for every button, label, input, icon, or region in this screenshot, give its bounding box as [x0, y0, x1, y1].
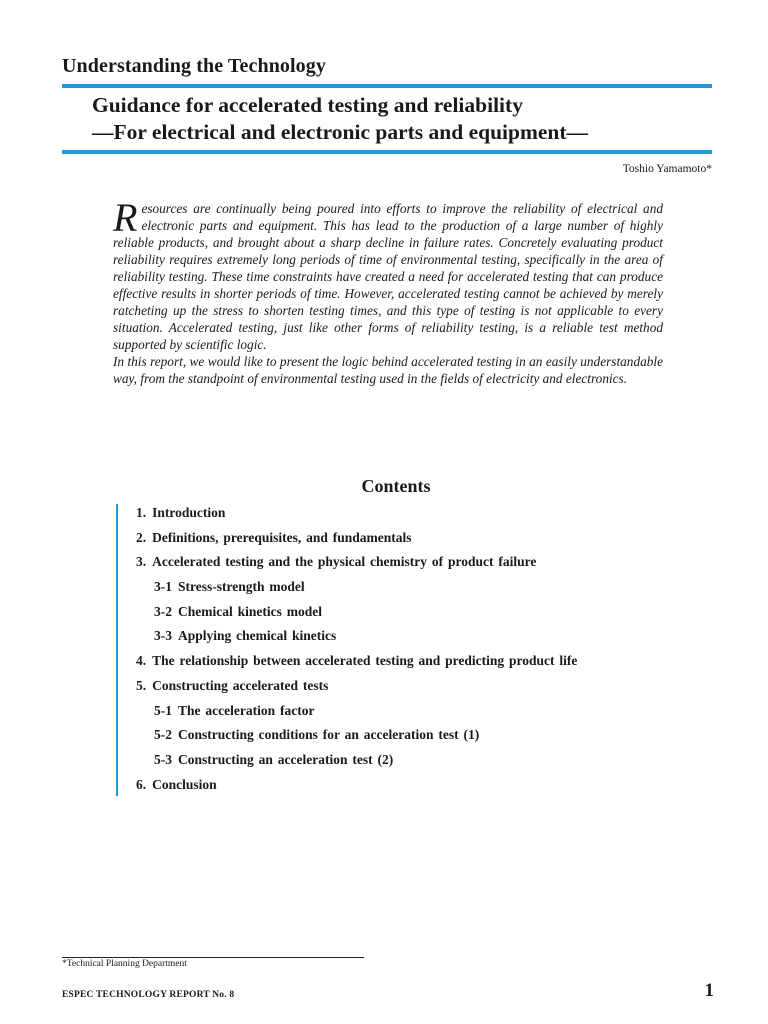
contents-item-number: 2.: [136, 529, 147, 545]
page-number: 1: [704, 980, 714, 1001]
author-name: Toshio Yamamoto*: [622, 163, 712, 175]
contents-item-number: 3.: [136, 554, 147, 570]
report-name: ESPEC TECHNOLOGY REPORT No. 8: [62, 990, 235, 1000]
contents-list: [136, 503, 577, 799]
contents-item-number: 1.: [136, 505, 147, 520]
contents-item-label: Applying chemical kinetics: [178, 628, 337, 644]
contents-item-label: Definitions, prerequisites, and fundamentals: [152, 529, 412, 545]
abstract-paragraph-2: In this report, we would like to present the logic behind accelerated testing in an easily understandable way, from the standpoint of environmental testing used in the fields of electricity and electronics.: [113, 354, 663, 386]
title-line-1: Guidance for accelerated testing and reliability: [92, 93, 523, 117]
contents-item-label: The relationship between accelerated testing and predicting product life: [152, 653, 578, 669]
contents-item: [136, 552, 577, 577]
contents-item-label: Introduction: [152, 505, 226, 520]
contents-item-label: Constructing an acceleration test (2): [178, 751, 394, 767]
contents-item-number: 5-3: [154, 751, 172, 767]
contents-item: [136, 775, 577, 800]
title-bottom-rule: [62, 150, 712, 154]
abstract: [113, 195, 663, 387]
contents-item-label: Constructing accelerated tests: [152, 677, 329, 693]
contents-heading: Contents: [361, 476, 431, 496]
footnote: *Technical Planning Department: [62, 959, 187, 969]
contents-subitem: [136, 725, 577, 750]
drop-cap: R: [113, 195, 138, 240]
article-title: [92, 92, 712, 146]
contents-item-label: Constructing conditions for an acceleration test (1): [178, 727, 480, 743]
contents-item-number: 5-1: [154, 702, 172, 718]
abstract-paragraph-1-text: esources are continually being poured into efforts to improve the reliability of electrical and electronic parts and equipment. This has lead to the production of a large number of highly reliable products, and brought about a sharp decline in failure rates. Concretely evaluating product reliability requires extremely long periods of time of environmental testing, specifically in the area of reliability testing. These time constraints have created a need for accelerated testing that can produce effective results in shorter periods of time. However, accelerated testing cannot be achieved by merely ratcheting up the stress to shorten testing times, and this type of testing is not applicable to every situation. Accelerated testing, just like other forms of reliability testing, is a reliable test method supported by scientific logic.: [113, 201, 663, 352]
contents-subitem: [136, 626, 577, 651]
contents-item-number: 6.: [136, 776, 147, 792]
contents-item-number: 3-3: [154, 628, 172, 644]
contents-item: [136, 651, 577, 676]
contents-item-label: Conclusion: [152, 776, 217, 792]
contents-item-number: 4.: [136, 653, 147, 669]
contents-item-label: Chemical kinetics model: [178, 603, 322, 619]
contents-subitem: [136, 577, 577, 602]
contents-item-label: Accelerated testing and the physical chemistry of product failure: [152, 554, 537, 570]
footnote-rule: [62, 957, 364, 958]
contents-subitem: [136, 750, 577, 775]
section-label: Understanding the Technology: [62, 55, 326, 77]
contents-item-label: The acceleration factor: [178, 702, 315, 718]
contents-accent-bar: [116, 504, 118, 796]
contents-subitem: [136, 602, 577, 627]
contents-item: [136, 528, 577, 553]
contents-item: [136, 676, 577, 701]
contents-item-number: 3-2: [154, 603, 172, 619]
contents-item-number: 3-1: [154, 579, 172, 595]
abstract-paragraph-1: [113, 195, 663, 353]
contents-item: [136, 503, 577, 528]
contents-item-label: Stress-strength model: [178, 579, 305, 595]
title-top-rule: [62, 84, 712, 88]
contents-subitem: [136, 701, 577, 726]
contents-item-number: 5.: [136, 677, 147, 693]
contents-item-number: 5-2: [154, 727, 172, 743]
title-line-2: —For electrical and electronic parts and equipment—: [92, 120, 589, 144]
